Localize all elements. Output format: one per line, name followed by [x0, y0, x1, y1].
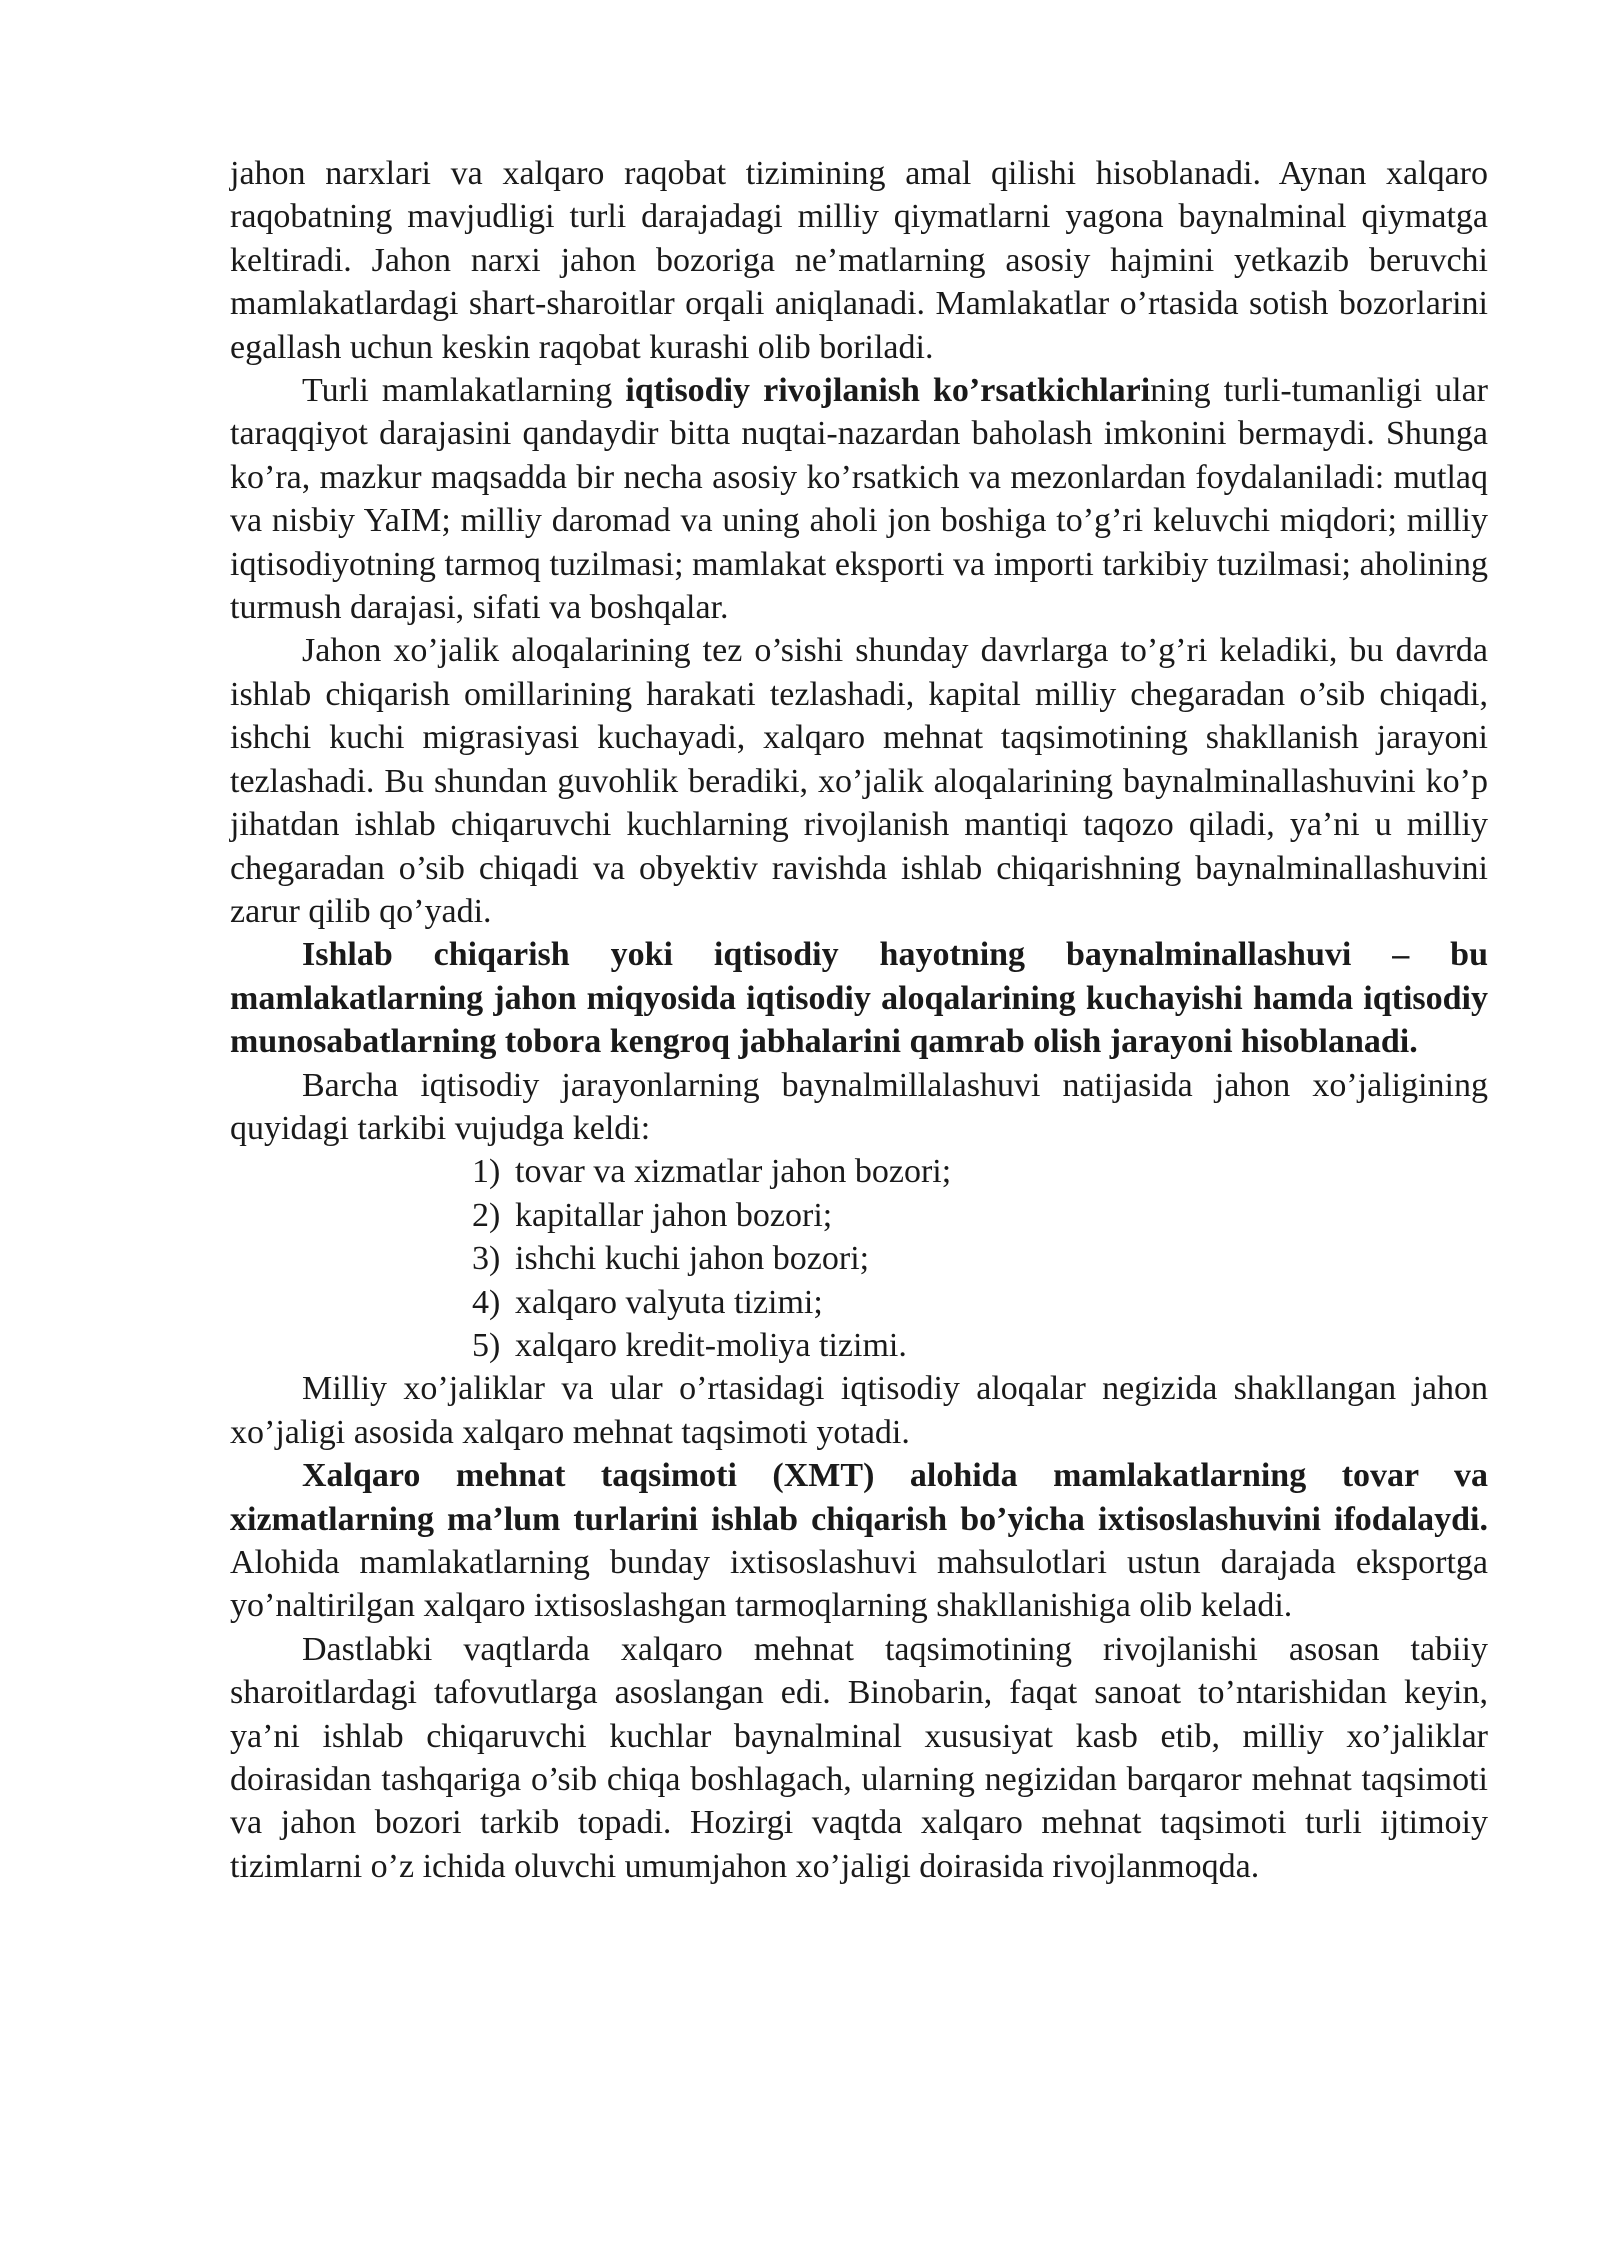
- paragraph-2-text-end: ning turli-tumanligi ular taraqqiyot darajasini qandaydir bitta nuqtai-nazardan baholash imkonini bermaydi. Shunga ko’ra, mazkur maqsadda bir necha asosiy ko’rsatkich va mezonlardan foydalaniladi: mutlaq va nisbiy YaIM; milliy daromad va uning aholi jon boshiga to’g’ri keluvchi miqdori; milliy iqtisodiyotning tarmoq tuzilmasi; mamlakat eksporti va importi tarkibiy tuzilmasi; aholining turmush darajasi, sifati va boshqalar.: [230, 372, 1488, 627]
- world-economy-structure-list: [230, 1150, 1488, 1367]
- list-item-text: kapitallar jahon bozori;: [515, 1196, 833, 1234]
- paragraph-2-bold-term: iqtisodiy rivojlanish ko’rsatkichlari: [625, 372, 1151, 410]
- list-item-text: ishchi kuchi jahon bozori;: [515, 1240, 870, 1278]
- paragraph-6: Milliy xo’jaliklar va ular o’rtasidagi iqtisodiy aloqalar negizida shakllangan jahon xo’jaligi asosida xalqaro mehnat taqsimoti yotadi.: [230, 1370, 1488, 1451]
- list-item: [472, 1281, 1488, 1324]
- paragraph-7-text-end: Alohida mamlakatlarning bunday ixtisoslashuvi mahsulotlari ustun darajada eksportga yo’naltirilgan xalqaro ixtisoslashgan tarmoqlarning shakllanishiga olib keladi.: [230, 1544, 1488, 1625]
- list-item-number: 5): [472, 1326, 501, 1364]
- list-item: [472, 1194, 1488, 1237]
- list-item-number: 4): [472, 1283, 501, 1321]
- paragraph-8: Dastlabki vaqtlarda xalqaro mehnat taqsimotining rivojlanishi asosan tabiiy sharoitlardagi tafovutlarga asoslangan edi. Binobarin, faqat sanoat to’ntarishidan keyin, ya’ni ishlab chiqaruvchi kuchlar baynalminal xususiyat kasb etib, milliy xo’jaliklar doirasidan tashqariga o’sib chiqa boshlagach, ularning negizidan barqaror mehnat taqsimoti va jahon bozori tarkib topadi. Hozirgi vaqtda xalqaro mehnat taqsimoti turli ijtimoiy tizimlarni o’z ichida oluvchi umumjahon xo’jaligi doirasida rivojlanmoqda.: [230, 1630, 1488, 1885]
- list-item-text: tovar va xizmatlar jahon bozori;: [515, 1153, 952, 1191]
- paragraph-1: jahon narxlari va xalqaro raqobat tizimining amal qilishi hisoblanadi. Aynan xalqaro raqobatning mavjudligi turli darajadagi milliy qiymatlarni yagona baynalminal qiymatga keltiradi. Jahon narxi jahon bozoriga ne’matlarning asosiy hajmini yetkazib beruvchi mamlakatlardagi shart-sharoitlar orqali aniqlanadi. Mamlakatlar o’rtasida sotish bozorlarini egallash uchun keskin raqobat kurashi olib boriladi.: [230, 155, 1488, 366]
- document-page: [230, 152, 1488, 1888]
- list-item: [472, 1324, 1488, 1367]
- paragraph-3: Jahon xo’jalik aloqalarining tez o’sishi shunday davrlarga to’g’ri keladiki, bu davrda ishlab chiqarish omillarining harakati tezlashadi, kapital milliy chegaradan o’sib chiqadi, ishchi kuchi migrasiyasi kuchayadi, xalqaro mehnat taqsimotining shakllanish jarayoni tezlashadi. Bu shundan guvohlik beradiki, xo’jalik aloqalarining baynalminallashuvini ko’p jihatdan ishlab chiqaruvchi kuchlarning rivojlanish mantiqi taqozo qiladi, ya’ni u milliy chegaradan o’sib chiqadi va obyektiv ravishda ishlab chiqarishning baynalminallashuvini zarur qilib qo’yadi.: [230, 632, 1488, 930]
- paragraph-7-bold-definition: Xalqaro mehnat taqsimoti (XMT) alohida mamlakatlarning tovar va xizmatlarning ma’lum turlarini ishlab chiqarish bo’yicha ixtisoslashuvini ifodalaydi.: [230, 1457, 1488, 1538]
- list-item: [472, 1150, 1488, 1193]
- paragraph-7: [230, 1454, 1488, 1628]
- paragraph-2-text-start: Turli mamlakatlarning: [302, 372, 626, 410]
- list-item-number: 3): [472, 1240, 501, 1278]
- list-item-number: 1): [472, 1153, 501, 1191]
- paragraph-2: [230, 369, 1488, 629]
- paragraph-5: Barcha iqtisodiy jarayonlarning baynalmillalashuvi natijasida jahon xo’jaligining quyidagi tarkibi vujudga keldi:: [230, 1066, 1488, 1147]
- paragraph-4-definition: Ishlab chiqarish yoki iqtisodiy hayotning baynalminallashuvi – bu mamlakatlarning jahon miqyosida iqtisodiy aloqalarining kuchayishi hamda iqtisodiy munosabatlarning tobora kengroq jabhalarini qamrab olish jarayoni hisoblanadi.: [230, 936, 1488, 1061]
- list-item-number: 2): [472, 1196, 501, 1234]
- list-item: [472, 1237, 1488, 1280]
- list-item-text: xalqaro valyuta tizimi;: [515, 1283, 823, 1321]
- list-item-text: xalqaro kredit-moliya tizimi.: [515, 1326, 907, 1364]
